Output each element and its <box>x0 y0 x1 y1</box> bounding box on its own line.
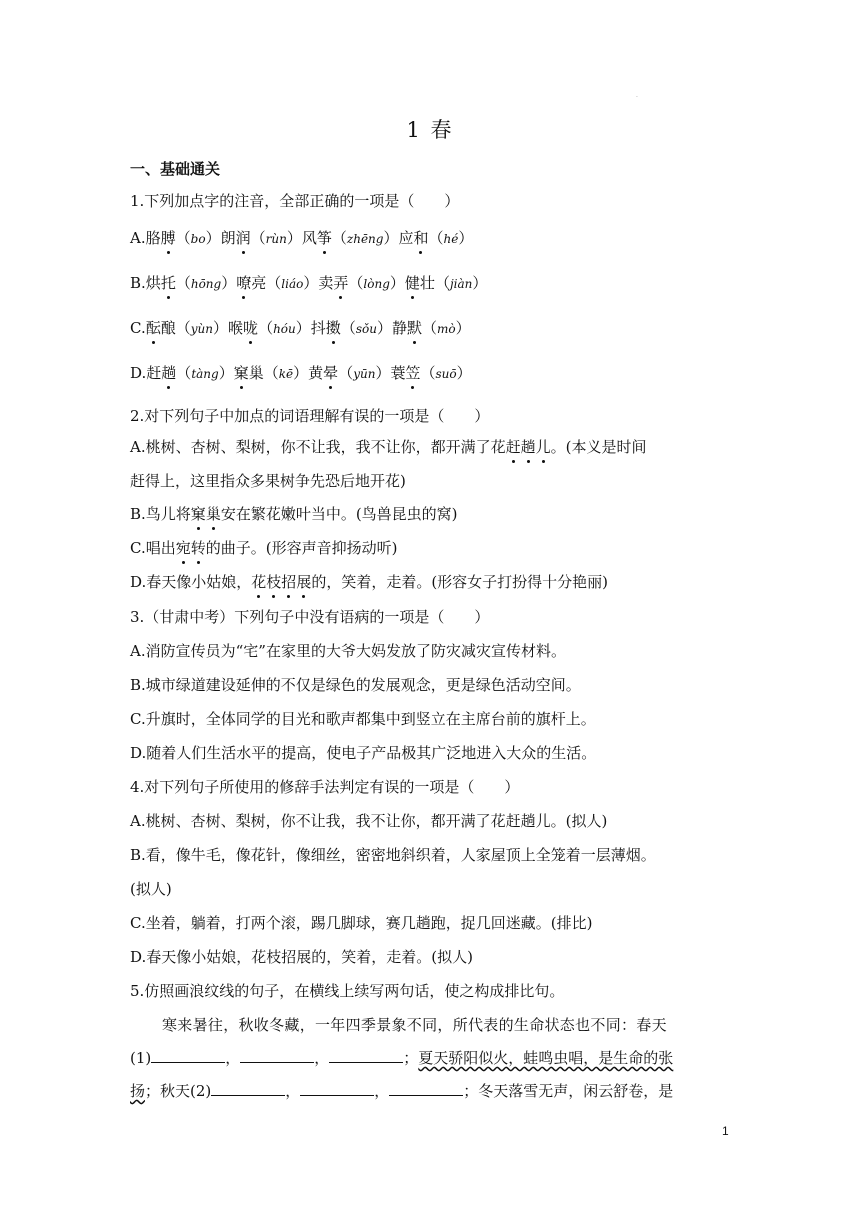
q2-d-em-3: 招 <box>281 573 297 591</box>
q1-pinyin: jiàn <box>449 277 473 291</box>
paren-close: ） <box>458 229 474 247</box>
q1-pinyin: hé <box>443 232 459 246</box>
q3-stem: 3.（甘肃中考）下列句子中没有语病的一项是（ ） <box>130 608 490 626</box>
q2-b-em-1: 窠 <box>190 505 206 523</box>
q1-word-char: 静 <box>391 319 407 337</box>
q1-option-label: B. <box>130 274 146 292</box>
q1-dotted-char: 弄 <box>333 274 349 292</box>
section-heading: 一、基础通关 <box>130 160 221 178</box>
q2-option-a <box>130 436 735 457</box>
paren-open: （ <box>422 319 438 337</box>
q2-d-em-1: 花 <box>251 573 267 591</box>
q1-word-char: 胳 <box>145 229 161 247</box>
q1-stem: 1.下列加点字的注音，全部正确的一项是（ ） <box>130 192 460 210</box>
q2-a-text: A.桃树、杏树、梨树，你不让我，我不让你，都开满了花 <box>130 438 506 456</box>
q5-wavy-sentence-end: 扬 <box>130 1082 146 1100</box>
q1-option-label: D. <box>130 364 147 382</box>
q1-pinyin: bo <box>190 232 206 246</box>
q1-pinyin: yūn <box>353 367 376 381</box>
paren-close: ） <box>205 229 221 247</box>
q5-sep: ； <box>403 1049 419 1067</box>
q1-word-char: 抖 <box>310 319 326 337</box>
paren-open: （ <box>258 319 274 337</box>
paren-close: ） <box>303 274 319 292</box>
q1-dotted-char: 膊 <box>160 229 176 247</box>
q1-word-char: 黄 <box>308 364 324 382</box>
q1-dotted-char: 嘹 <box>236 274 252 292</box>
page-number: 1 <box>722 1124 729 1138</box>
q1-dotted-char: 润 <box>235 229 251 247</box>
q5-blank-2c[interactable] <box>389 1080 463 1096</box>
q2-a-em-3: 儿 <box>535 438 551 456</box>
q2-a-em-1: 赶 <box>505 438 521 456</box>
q1-dotted-char: 晕 <box>323 364 339 382</box>
q2-stem: 2.对下列句子中加点的词语理解有误的一项是（ ） <box>130 407 490 425</box>
q4-option-c: C.坐着，躺着，打两个滚，踢几脚球，赛几趟跑，捉几回迷藏。(排比) <box>130 914 593 932</box>
q1-word-char: 蓑 <box>390 364 406 382</box>
q1-dotted-char: 托 <box>160 274 176 292</box>
q2-c-note: 的曲子。(形容声音抑扬动听) <box>205 539 398 557</box>
q1-pinyin: liáo <box>281 277 304 291</box>
q1-pinyin: hōng <box>190 277 222 291</box>
q1-pinyin: yùn <box>190 322 214 336</box>
q3-option-a: A.消防宣传员为“宅”在家里的大爷大妈发放了防灾减灾宣传材料。 <box>130 642 566 660</box>
q5-blank-label-1: (1) <box>130 1049 152 1067</box>
q2-c-em-2: 转 <box>190 539 206 557</box>
q1-dotted-char: 默 <box>406 319 422 337</box>
q1-dotted-char: 窠 <box>233 364 249 382</box>
corner-dot: . <box>636 92 638 99</box>
paren-close: ） <box>218 364 234 382</box>
paren-open: （ <box>263 364 279 382</box>
q1-option-label: A. <box>130 229 146 247</box>
paren-close: ） <box>286 229 302 247</box>
q2-a-em-2: 趟 <box>520 438 536 456</box>
q1-word-char: 喉 <box>228 319 244 337</box>
paren-close: ） <box>295 319 311 337</box>
q5-blank-label-2: ；秋天(2) <box>145 1082 212 1100</box>
paren-open: （ <box>175 229 191 247</box>
q1-word-char: 壮 <box>419 274 435 292</box>
q5-blank-1b[interactable] <box>240 1047 314 1063</box>
q1-pinyin: sǒu <box>355 322 377 336</box>
q5-blank-2a[interactable] <box>211 1080 285 1096</box>
q2-b-note: 安在繁花嫩叶当中。(鸟兽昆虫的窝) <box>220 505 458 523</box>
paren-close: ） <box>472 274 488 292</box>
paren-close: ） <box>376 319 392 337</box>
q5-passage-tail: ；冬天落雪无声，闲云舒卷，是 <box>463 1082 674 1100</box>
q2-option-b <box>130 503 735 524</box>
q1-dotted-char: 咙 <box>243 319 259 337</box>
q4-stem: 4.对下列句子所使用的修辞手法判定有误的一项是（ ） <box>130 778 520 796</box>
q2-d-text: D.春天像小姑娘， <box>130 573 252 591</box>
paren-close: ） <box>383 229 399 247</box>
q2-c-em-1: 宛 <box>175 539 191 557</box>
paren-close: ） <box>389 274 405 292</box>
paren-close: ） <box>375 364 391 382</box>
q1-pinyin: lòng <box>363 277 390 291</box>
q3-option-d: D.随着人们生活水平的提高，使电子产品极其广泛地进入大众的生活。 <box>130 744 597 762</box>
paren-close: ） <box>455 319 471 337</box>
q2-option-d <box>130 571 735 592</box>
q1-option-row <box>130 227 735 248</box>
page-title: 1 春 <box>406 118 454 142</box>
paren-open: （ <box>176 364 192 382</box>
q1-dotted-char: 擞 <box>325 319 341 337</box>
q4-option-a: A.桃树、杏树、梨树，你不让我，我不让你，都开满了花赶趟儿。(拟人) <box>130 812 608 830</box>
q1-word-char: 卖 <box>318 274 334 292</box>
q1-pinyin: kē <box>278 367 294 381</box>
q3-option-c: C.升旗时，全体同学的目光和歌声都集中到竖立在主席台前的旗杆上。 <box>130 710 596 728</box>
q1-dotted-char: 筝 <box>316 229 332 247</box>
q2-c-text: C.唱出 <box>130 539 176 557</box>
q1-option-row <box>130 317 735 338</box>
q1-dotted-char: 健 <box>404 274 420 292</box>
q5-passage-line-3 <box>130 1080 735 1101</box>
q5-sep: ， <box>314 1049 330 1067</box>
q5-passage-line-1: 寒来暑往，秋收冬藏，一年四季景象不同，所代表的生命状态也不同：春天 <box>162 1016 667 1034</box>
q1-word-char: 巢 <box>248 364 264 382</box>
q1-pinyin: tàng <box>191 367 219 381</box>
q4-option-d: D.春天像小姑娘，花枝招展的，笑着，走着。(拟人) <box>130 948 473 966</box>
paren-close: ） <box>293 364 309 382</box>
q1-word-char: 风 <box>301 229 317 247</box>
paren-open: （ <box>250 229 266 247</box>
paren-open: （ <box>331 229 347 247</box>
q1-dotted-char: 和 <box>413 229 429 247</box>
paren-open: （ <box>428 229 444 247</box>
paren-open: （ <box>420 364 436 382</box>
q1-pinyin: mò <box>437 322 456 336</box>
q1-pinyin: suō <box>435 367 457 381</box>
q1-option-label: C. <box>130 319 146 337</box>
paren-open: （ <box>175 274 191 292</box>
paren-open: （ <box>175 319 191 337</box>
q4-option-b-cont: (拟人) <box>130 880 172 898</box>
q1-pinyin: hóu <box>273 322 296 336</box>
paren-open: （ <box>434 274 450 292</box>
q2-a-note: 。(本义是时间 <box>550 438 647 456</box>
paren-close: ） <box>213 319 229 337</box>
q2-option-a-cont: 赶得上，这里指众多果树争先恐后地开花) <box>130 472 406 490</box>
q1-option-row <box>130 362 735 383</box>
q1-pinyin: rùn <box>265 232 287 246</box>
q5-stem: 5.仿照画浪纹线的句子，在横线上续写两句话，使之构成排比句。 <box>130 982 565 1000</box>
q2-d-em-2: 枝 <box>266 573 282 591</box>
q1-word-char: 烘 <box>145 274 161 292</box>
q1-word-char: 应 <box>398 229 414 247</box>
q1-word-char: 朗 <box>220 229 236 247</box>
paren-close: ） <box>456 364 472 382</box>
q1-pinyin: zhēng <box>346 232 384 246</box>
q5-sep: ， <box>374 1082 390 1100</box>
q5-blank-1c[interactable] <box>329 1047 403 1063</box>
paren-open: （ <box>266 274 282 292</box>
q1-word-char: 赶 <box>146 364 162 382</box>
q3-option-b: B.城市绿道建设延伸的不仅是绿色的发展观念，更是绿色活动空间。 <box>130 676 581 694</box>
q2-b-text: B.鸟儿将 <box>130 505 191 523</box>
paren-close: ） <box>221 274 237 292</box>
q5-wavy-sentence: 夏天骄阳似火，蛙鸣虫唱，是生命的张 <box>418 1049 674 1067</box>
q1-dotted-char: 笠 <box>405 364 421 382</box>
q1-dotted-char: 酝 <box>145 319 161 337</box>
q5-sep: ， <box>225 1049 241 1067</box>
q1-word-char: 亮 <box>251 274 267 292</box>
paren-open: （ <box>338 364 354 382</box>
q5-sep: ， <box>285 1082 301 1100</box>
q1-word-char: 酿 <box>160 319 176 337</box>
paren-open: （ <box>340 319 356 337</box>
q2-d-em-4: 展 <box>296 573 312 591</box>
paren-open: （ <box>348 274 364 292</box>
q1-option-row <box>130 272 735 293</box>
q2-d-note: 的，笑着，走着。(形容女子打扮得十分艳丽) <box>311 573 609 591</box>
q5-blank-2b[interactable] <box>300 1080 374 1096</box>
q5-passage-line-2 <box>130 1047 735 1068</box>
q5-blank-1a[interactable] <box>151 1047 225 1063</box>
q4-option-b: B.看，像牛毛，像花针，像细丝，密密地斜织着，人家屋顶上全笼着一层薄烟。 <box>130 846 656 864</box>
q1-dotted-char: 趟 <box>161 364 177 382</box>
q2-option-c <box>130 537 735 558</box>
q2-b-em-2: 巢 <box>205 505 221 523</box>
